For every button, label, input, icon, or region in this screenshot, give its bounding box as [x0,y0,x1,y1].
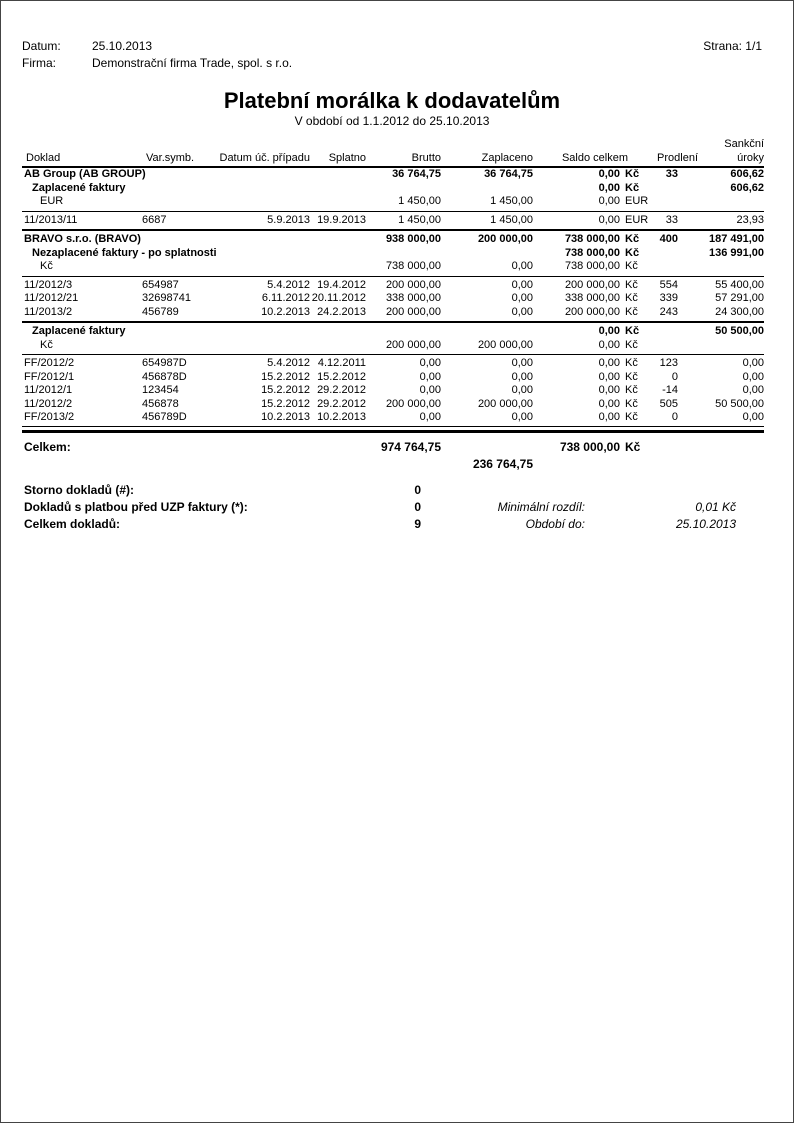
col-sankcni-line2: úroky [737,151,765,164]
cell-zaplaceno: 0,00 [511,411,533,423]
date-value: 25.10.2013 [92,39,153,53]
cell-mena: Kč [625,305,638,318]
cell-prodleni: 243 [659,305,679,318]
subgroup-name: Nezaplacené faktury - po splatnosti [32,246,217,259]
cell-mena: Kč [625,260,638,272]
cell-datum: 15.2.2012 [261,384,310,396]
invoice-row [22,384,764,398]
cell-prodleni [650,260,698,274]
cell-sankcni: 0,00 [742,411,765,423]
cell-zaplaceno: 0,00 [511,292,533,304]
cell-varsymb: 654987D [142,357,187,369]
cell-brutto: 200 000,00 [385,338,441,351]
cell-zaplaceno: 0,00 [511,260,533,272]
cell-prodleni [650,182,698,196]
summary-spacer [22,473,764,482]
col-prodleni: Prodlení [650,138,698,167]
cell-prodleni: 123 [659,357,679,369]
doc-count-row [22,516,764,533]
cell-sankcni: 0,00 [742,384,765,396]
cell-brutto [366,247,441,261]
col-saldo-celkem: Saldo celkem [533,138,650,167]
cell-mena: Kč [625,397,638,410]
cell-splatno: 24.2.2013 [317,305,366,318]
subgroup-name: Zaplacené faktury [32,325,126,337]
cell-prodleni: 33 [665,168,679,180]
cell-mena: Kč [625,233,640,245]
cell-mena: EUR [625,195,649,207]
subgroup-name: Zaplacené faktury [32,181,126,194]
cell-prodleni [650,195,698,209]
cell-sankcni: 50 500,00 [715,397,765,410]
cell-splatno: 29.2.2012 [317,384,366,396]
cell-brutto: 938 000,00 [385,233,441,245]
cell-prodleni: 0 [671,411,679,423]
cell-sankcni: 606,62 [730,168,765,180]
col-sankcni-uroky [698,138,764,167]
cell-varsymb: 123454 [142,384,179,396]
invoice-row [22,279,764,293]
table-body [22,167,764,439]
cell-brutto: 200 000,00 [385,278,441,291]
cell-mena: Kč [625,411,638,423]
cell-sankcni [698,260,764,274]
cell-splatno: 15.2.2012 [317,370,366,383]
cell-prodleni: 0 [671,370,679,383]
cell-datum: 5.4.2012 [267,278,310,291]
total-label: Celkem: [24,439,71,454]
uzp-value: 0 [414,499,421,514]
subgroup-row [22,182,764,196]
currency-row [22,339,764,353]
cell-doklad: 11/2013/11 [24,213,78,226]
cell-saldo: 0,00 [598,195,620,207]
currency-row [22,195,764,209]
cell-varsymb: 456789D [142,411,187,423]
total-saldo: 738 000,00 [559,439,620,454]
cell-brutto [366,182,441,196]
subgroup-row [22,247,764,261]
cell-saldo: 0,00 [598,213,620,226]
report-content [1,1,793,533]
uzp-row [22,499,764,516]
cell-doklad: 11/2012/2 [24,397,73,410]
subgroup-row [22,325,764,339]
cell-datum: 15.2.2012 [261,370,310,383]
cell-varsymb: 456878 [142,397,179,410]
cell-prodleni [650,247,698,261]
uzp-label: Dokladů s platbou před UZP faktury (*): [24,499,248,514]
cell-prodleni: 505 [659,397,679,410]
table-rule [22,425,764,439]
cell-zaplaceno: 0,00 [511,305,533,318]
storno-label: Storno dokladů (#): [24,482,134,497]
cell-mena: Kč [625,370,638,383]
invoice-row [22,371,764,385]
cell-mena: Kč [625,338,638,351]
cell-zaplaceno: 0,00 [511,357,533,369]
rule-line [22,425,764,439]
cell-sankcni [698,195,764,209]
page-number: Strana: 1/1 [703,39,762,53]
cell-brutto: 738 000,00 [385,260,441,272]
invoice-row [22,214,764,228]
total-paid-row [22,456,764,473]
report-subtitle: V období od 1.1.2012 do 25.10.2013 [294,114,490,128]
cell-splatno: 20.11.2012 [311,292,366,304]
currency-name: Kč [40,260,53,272]
cell-varsymb: 456789 [142,305,179,318]
cell-doklad: FF/2013/2 [24,411,75,423]
cell-saldo: 200 000,00 [564,278,620,291]
cell-brutto: 36 764,75 [392,168,441,180]
cell-datum: 5.9.2013 [267,213,310,226]
cell-zaplaceno: 200 000,00 [477,233,533,245]
summary-section [22,439,764,533]
table-header [22,138,764,167]
currency-row [22,260,764,274]
cell-doklad: FF/2012/2 [24,357,75,369]
group-name: AB Group (AB GROUP) [24,168,146,180]
cell-sankcni: 23,93 [736,213,765,226]
doc-count-value: 9 [414,516,421,531]
date-row [22,38,762,55]
cell-splatno: 19.9.2013 [317,213,366,226]
cell-brutto: 1 450,00 [398,213,441,226]
cell-saldo: 738 000,00 [564,246,620,259]
cell-sankcni: 0,00 [742,370,765,383]
storno-value: 0 [414,482,421,497]
cell-brutto: 338 000,00 [385,292,441,304]
col-brutto: Brutto [366,138,441,167]
cell-zaplaceno [441,247,533,261]
cell-doklad: 11/2012/3 [24,278,73,291]
currency-name: EUR [40,195,64,207]
col-varsymb: Var.symb. [142,138,216,167]
company-value: Demonstrační firma Trade, spol. s r.o. [92,56,293,70]
cell-prodleni [650,339,698,353]
cell-varsymb: 456878D [142,370,187,383]
company-label: Firma: [22,56,56,70]
cell-prodleni: 33 [665,213,679,226]
invoice-row [22,292,764,306]
cell-sankcni: 50 500,00 [715,325,765,337]
min-rozdil-label: Minimální rozdíl: [497,499,585,514]
cell-datum: 5.4.2012 [267,357,310,369]
cell-mena: Kč [625,168,640,180]
cell-prodleni: 339 [659,292,679,304]
min-rozdil-value: 0,01 Kč [695,499,737,514]
invoice-row [22,306,764,320]
report-title: Platební morálka k dodavatelům [223,88,561,113]
cell-zaplaceno: 36 764,75 [484,168,533,180]
cell-brutto: 0,00 [419,357,441,369]
cell-mena: Kč [625,384,638,396]
cell-varsymb: 654987 [142,278,179,291]
cell-zaplaceno [441,182,533,196]
cell-sankcni: 606,62 [730,181,765,194]
doc-count-label: Celkem dokladů: [24,516,121,531]
cell-prodleni: 400 [659,233,679,245]
cell-saldo: 0,00 [598,168,620,180]
cell-splatno: 29.2.2012 [317,397,366,410]
cell-mena: Kč [625,292,638,304]
cell-brutto: 0,00 [419,411,441,423]
cell-varsymb: 6687 [142,213,167,226]
cell-mena: EUR [625,213,649,226]
cell-datum: 15.2.2012 [261,397,310,410]
cell-splatno: 4.12.2011 [317,357,366,369]
cell-saldo: 0,00 [598,384,620,396]
cell-sankcni: 55 400,00 [715,278,765,291]
cell-saldo: 0,00 [598,357,620,369]
cell-saldo: 0,00 [598,181,620,194]
cell-splatno: 10.2.2013 [317,411,366,423]
cell-brutto: 200 000,00 [385,397,441,410]
cell-brutto: 0,00 [419,370,441,383]
total-row [22,439,764,456]
cell-saldo: 738 000,00 [564,233,620,245]
cell-sankcni: 0,00 [742,357,765,369]
cell-zaplaceno: 200 000,00 [477,397,533,410]
total-currency: Kč [625,439,641,454]
cell-doklad: 11/2012/21 [24,292,79,304]
invoice-row [22,398,764,412]
cell-zaplaceno: 0,00 [511,370,533,383]
cell-sankcni: 187 491,00 [708,233,765,245]
cell-brutto: 1 450,00 [398,195,441,207]
group-name: BRAVO s.r.o. (BRAVO) [24,233,141,245]
cell-prodleni: 554 [659,278,679,291]
total-zaplaceno: 236 764,75 [472,456,533,471]
cell-zaplaceno: 200 000,00 [477,338,533,351]
cell-saldo: 0,00 [598,397,620,410]
cell-saldo: 0,00 [598,370,620,383]
document-header [22,38,762,72]
cell-saldo: 200 000,00 [564,305,620,318]
cell-saldo: 0,00 [598,411,620,423]
report-table [22,138,764,533]
col-splatno: Splatno [310,138,366,167]
cell-sankcni: 57 291,00 [715,292,765,304]
cell-datum: 10.2.2013 [261,305,310,318]
group-row [22,233,764,247]
cell-zaplaceno: 0,00 [511,278,533,291]
cell-sankcni: 136 991,00 [708,246,765,259]
cell-zaplaceno: 1 450,00 [490,195,533,207]
cell-mena: Kč [625,246,640,259]
cell-mena: Kč [625,278,638,291]
cell-brutto: 0,00 [419,384,441,396]
cell-sankcni: 24 300,00 [715,305,765,318]
col-sankcni-line1: Sankční [724,138,765,150]
cell-prodleni: -14 [662,384,679,396]
cell-saldo: 0,00 [598,338,620,351]
cell-brutto [366,325,441,339]
cell-prodleni [650,325,698,339]
cell-mena: Kč [625,181,640,194]
group-row [22,167,764,182]
col-doklad: Doklad [22,138,142,167]
cell-zaplaceno: 1 450,00 [490,213,533,226]
cell-mena: Kč [625,325,640,337]
obdobi-value: 25.10.2013 [675,516,737,531]
cell-zaplaceno: 0,00 [511,384,533,396]
cell-splatno: 19.4.2012 [317,278,366,291]
cell-mena: Kč [625,357,638,369]
col-zaplaceno: Zaplaceno [441,138,533,167]
cell-datum: 10.2.2013 [261,411,310,423]
cell-zaplaceno [441,325,533,339]
date-label: Datum: [22,39,61,53]
cell-saldo: 738 000,00 [564,260,620,272]
storno-row [22,482,764,499]
cell-saldo: 0,00 [598,325,620,337]
cell-doklad: FF/2012/1 [24,370,75,383]
cell-brutto: 200 000,00 [385,305,441,318]
cell-doklad: 11/2012/1 [24,384,73,396]
cell-sankcni [698,339,764,353]
col-datum: Datum úč. případu [216,138,310,167]
company-row [22,55,762,72]
cell-varsymb: 32698741 [142,292,191,304]
header-row [22,138,764,167]
invoice-row [22,357,764,371]
obdobi-label: Období do: [525,516,585,531]
cell-doklad: 11/2013/2 [24,305,73,318]
cell-saldo: 338 000,00 [564,292,620,304]
total-brutto: 974 764,75 [380,439,441,454]
cell-datum: 6.11.2012 [261,292,310,304]
currency-name: Kč [40,338,53,351]
invoice-row [22,411,764,425]
